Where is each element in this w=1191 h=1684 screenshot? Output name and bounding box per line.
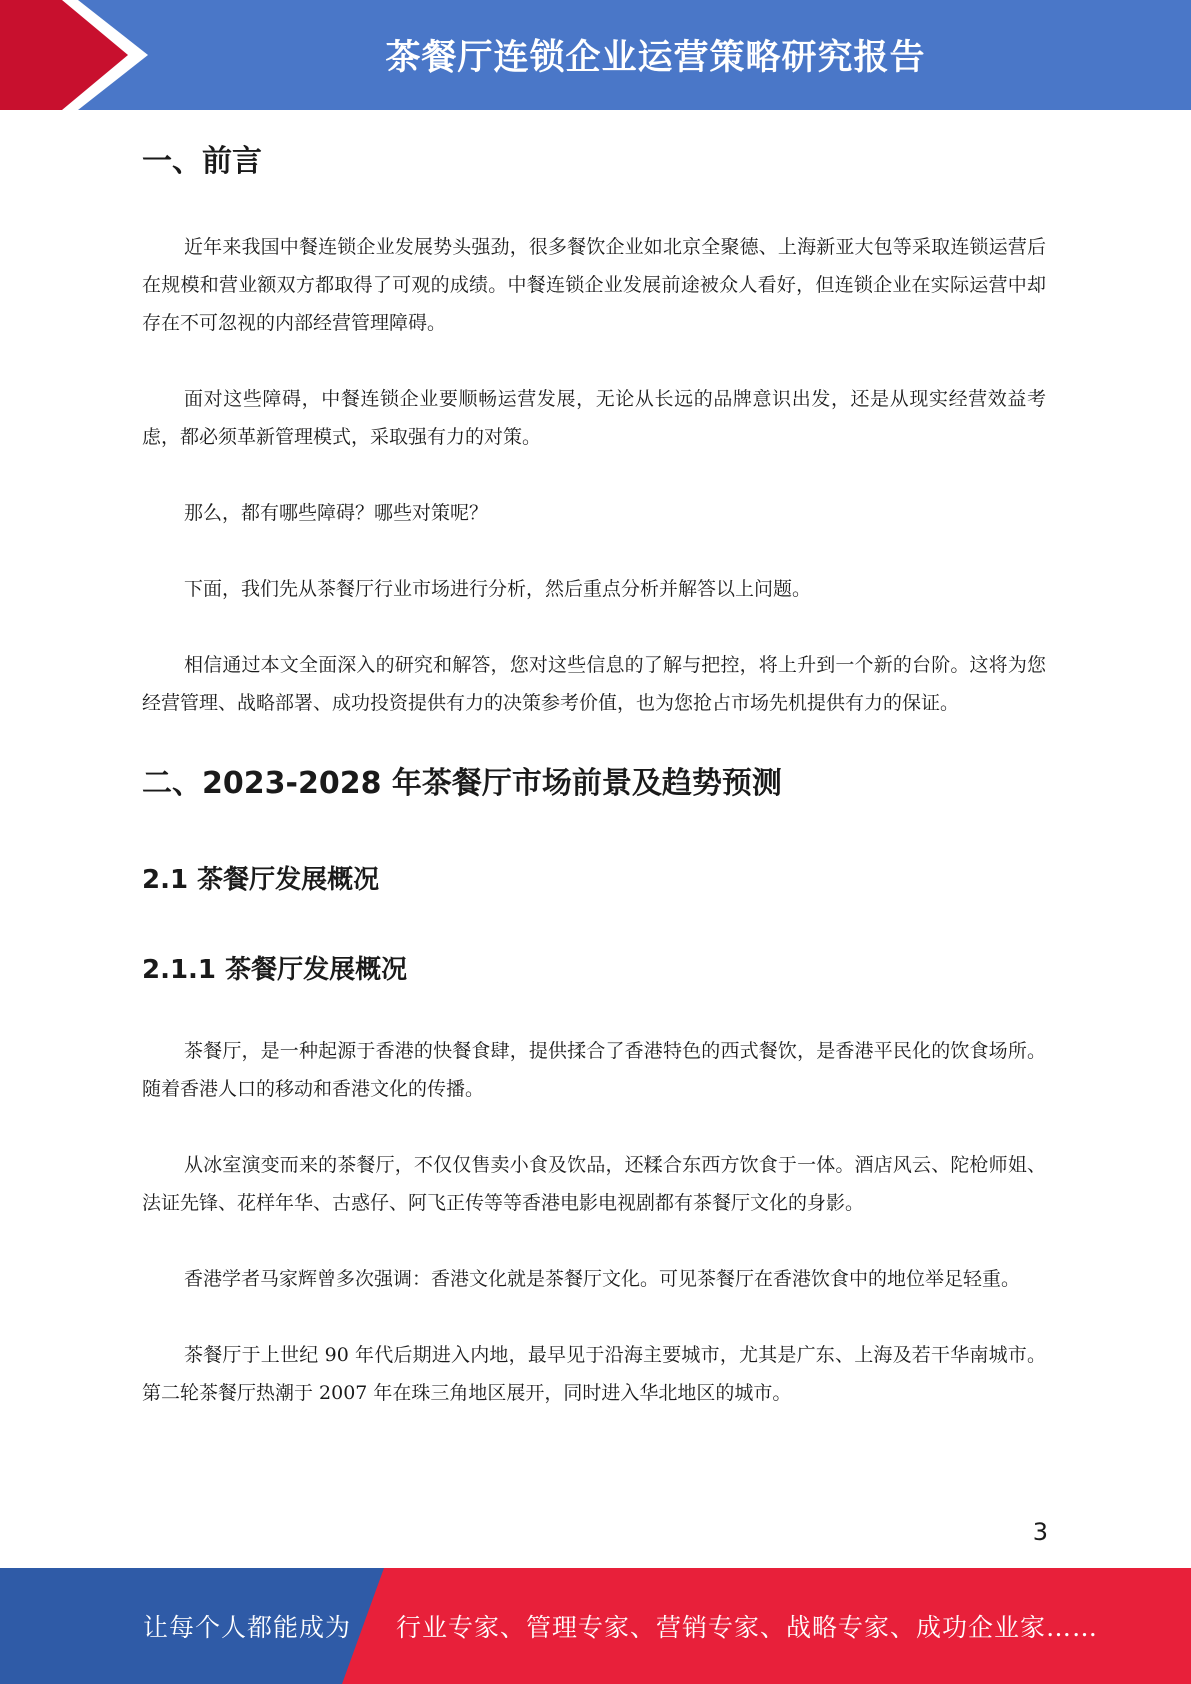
paragraph: 面对这些障碍，中餐连锁企业要顺畅运营发展，无论从长远的品牌意识出发，还是从现实经营效益考虑，都必须革新管理模式，采取强有力的对策。 [142, 388, 1046, 448]
paragraph: 相信通过本文全面深入的研究和解答，您对这些信息的了解与把控，将上升到一个新的台阶。这将为您经营管理、战略部署、成功投资提供有力的决策参考价值，也为您抢占市场先机提供有力的保证。 [142, 654, 1046, 714]
footer-slogan-right: 行业专家、管理专家、营销专家、战略专家、成功企业家…… [396, 1613, 1099, 1642]
paragraph: 茶餐厅，是一种起源于香港的快餐食肆，提供揉合了香港特色的西式餐饮，是香港平民化的饮食场所。随着香港人口的移动和香港文化的传播。 [142, 1040, 1046, 1100]
paragraph: 香港学者马家辉曾多次强调：香港文化就是茶餐厅文化。可见茶餐厅在香港饮食中的地位举足轻重。 [184, 1268, 1021, 1290]
page-number: 3 [1032, 1518, 1048, 1546]
header-banner [0, 0, 1191, 110]
document-body [142, 140, 1046, 1412]
red-chevron-decoration [0, 0, 160, 110]
paragraph: 下面，我们先从茶餐厅行业市场进行分析，然后重点分析并解答以上问题。 [184, 578, 812, 600]
section-1-heading: 一、前言 [142, 144, 262, 179]
subsection-2-1-1-heading: 2.1.1 茶餐厅发展概况 [142, 955, 408, 985]
subsection-2-1-heading: 2.1 茶餐厅发展概况 [142, 865, 380, 895]
footer-banner [0, 1568, 1191, 1684]
report-title: 茶餐厅连锁企业运营策略研究报告 [385, 38, 926, 78]
section-2-heading: 二、2023-2028 年茶餐厅市场前景及趋势预测 [142, 766, 782, 801]
paragraph: 近年来我国中餐连锁企业发展势头强劲，很多餐饮企业如北京全聚德、上海新亚大包等采取连锁运营后在规模和营业额双方都取得了可观的成绩。中餐连锁企业发展前途被众人看好，但连锁企业在实际运营中却存在不可忽视的内部经营管理障碍。 [142, 236, 1046, 334]
footer-slogan-left: 让每个人都能成为 [143, 1613, 352, 1642]
paragraph: 那么，都有哪些障碍？哪些对策呢？ [184, 502, 489, 524]
paragraph: 从冰室演变而来的茶餐厅，不仅仅售卖小食及饮品，还糅合东西方饮食于一体。酒店风云、陀枪师姐、法证先锋、花样年华、古惑仔、阿飞正传等等香港电影电视剧都有茶餐厅文化的身影。 [142, 1154, 1046, 1214]
paragraph: 茶餐厅于上世纪 90 年代后期进入内地，最早见于沿海主要城市，尤其是广东、上海及若干华南城市。第二轮茶餐厅热潮于 2007 年在珠三角地区展开，同时进入华北地区的城市。 [142, 1344, 1046, 1404]
